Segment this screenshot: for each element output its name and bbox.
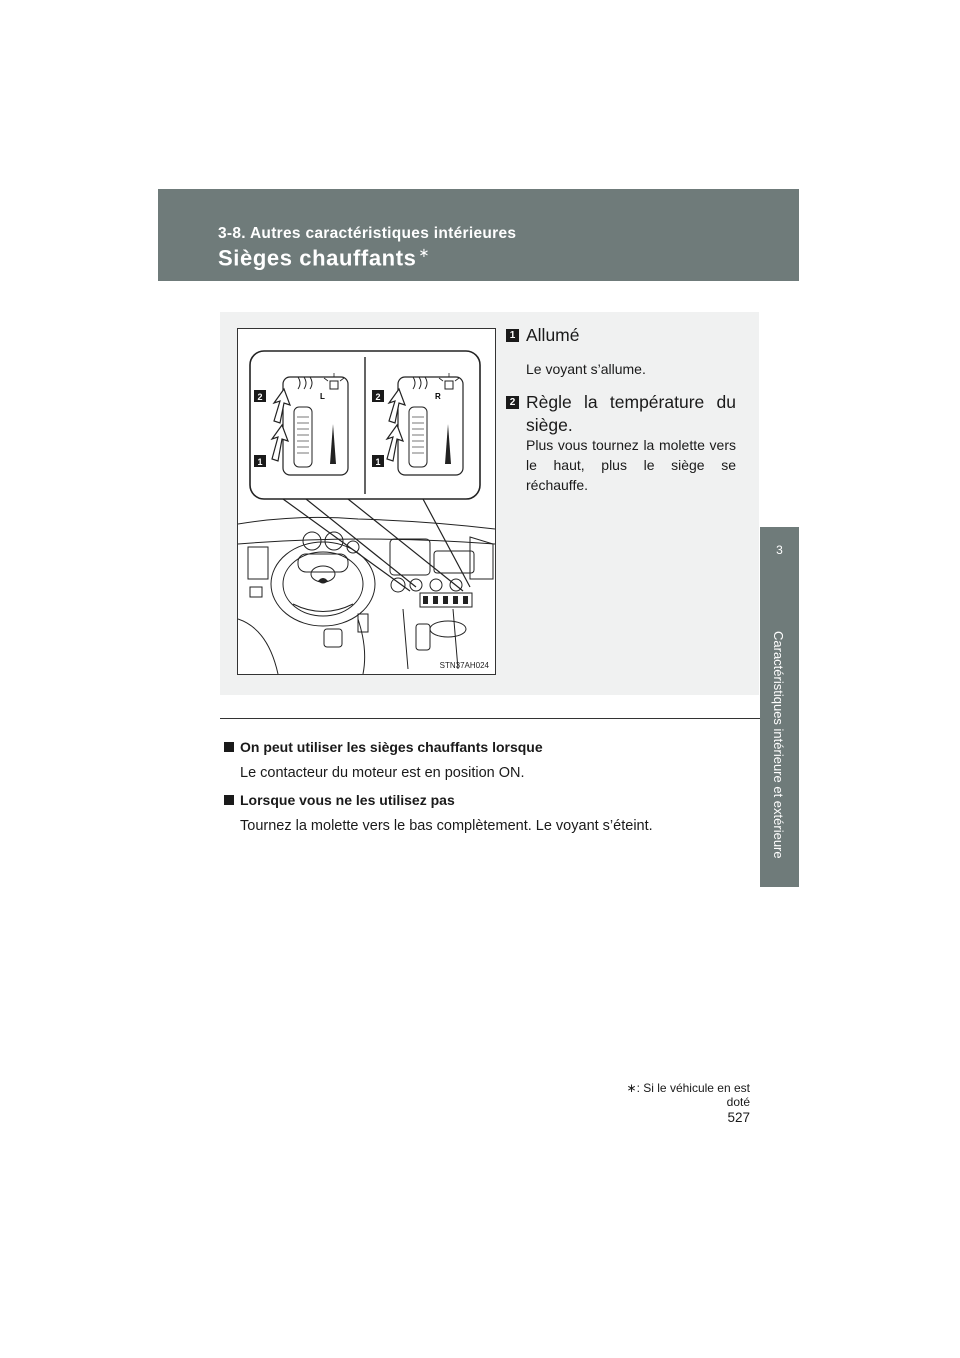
svg-text:2: 2: [375, 392, 381, 402]
svg-text:2: 2: [257, 392, 263, 402]
section-title: 3-8. Autres caractéristiques intérieures: [218, 225, 517, 242]
step-1-badge: 1: [506, 329, 519, 342]
illustration-panel: [220, 312, 759, 695]
right-label: R: [435, 392, 441, 401]
step-1-title: Allumé: [526, 325, 580, 345]
divider: [220, 718, 760, 719]
svg-text:1: 1: [375, 457, 381, 467]
step-2-desc: Plus vous tournez la molette vers le haut, plus le siège se réchauffe.: [526, 437, 736, 493]
optional-mark: ∗: [418, 245, 430, 260]
note-2-heading: [224, 792, 455, 808]
step-2-title: Règle la température du siège.: [526, 392, 736, 435]
chapter-label: Caractéristiques intérieure et extérieure: [771, 631, 786, 859]
left-switch-drawing: [283, 373, 348, 475]
page-number: 527: [727, 1110, 750, 1125]
dashboard-drawing: [238, 329, 495, 674]
chapter-number: 3: [776, 543, 783, 557]
right-switch-drawing: [398, 373, 463, 475]
left-label: L: [320, 392, 325, 401]
seat-heater-illustration: [237, 328, 496, 675]
note-2-heading-text: Lorsque vous ne les utilisez pas: [240, 792, 455, 808]
footnote-text: : Si le véhicule en est doté: [636, 1081, 750, 1109]
bullet-square-icon: [224, 795, 234, 805]
footnote-mark: ∗: [626, 1081, 637, 1095]
note-1-text: Le contacteur du moteur est en position ON.: [240, 765, 525, 781]
page-title: [218, 245, 430, 271]
dashboard-outline: [238, 517, 495, 674]
note-2-text: Tournez la molette vers le bas complètement. Le voyant s’éteint.: [240, 818, 653, 834]
chapter-tab: [760, 527, 799, 887]
bullet-square-icon: [224, 742, 234, 752]
section-header: [158, 189, 799, 281]
step-2-badge: 2: [506, 396, 519, 409]
footnote: [600, 1081, 750, 1109]
note-1-heading-text: On peut utiliser les sièges chauffants lorsque: [240, 739, 543, 755]
page-title-text: Sièges chauffants: [218, 245, 417, 271]
svg-text:1: 1: [257, 457, 263, 467]
note-1-heading: [224, 739, 543, 755]
figure-code: STN37AH024: [439, 661, 489, 670]
step-1-desc: Le voyant s’allume.: [526, 361, 646, 377]
